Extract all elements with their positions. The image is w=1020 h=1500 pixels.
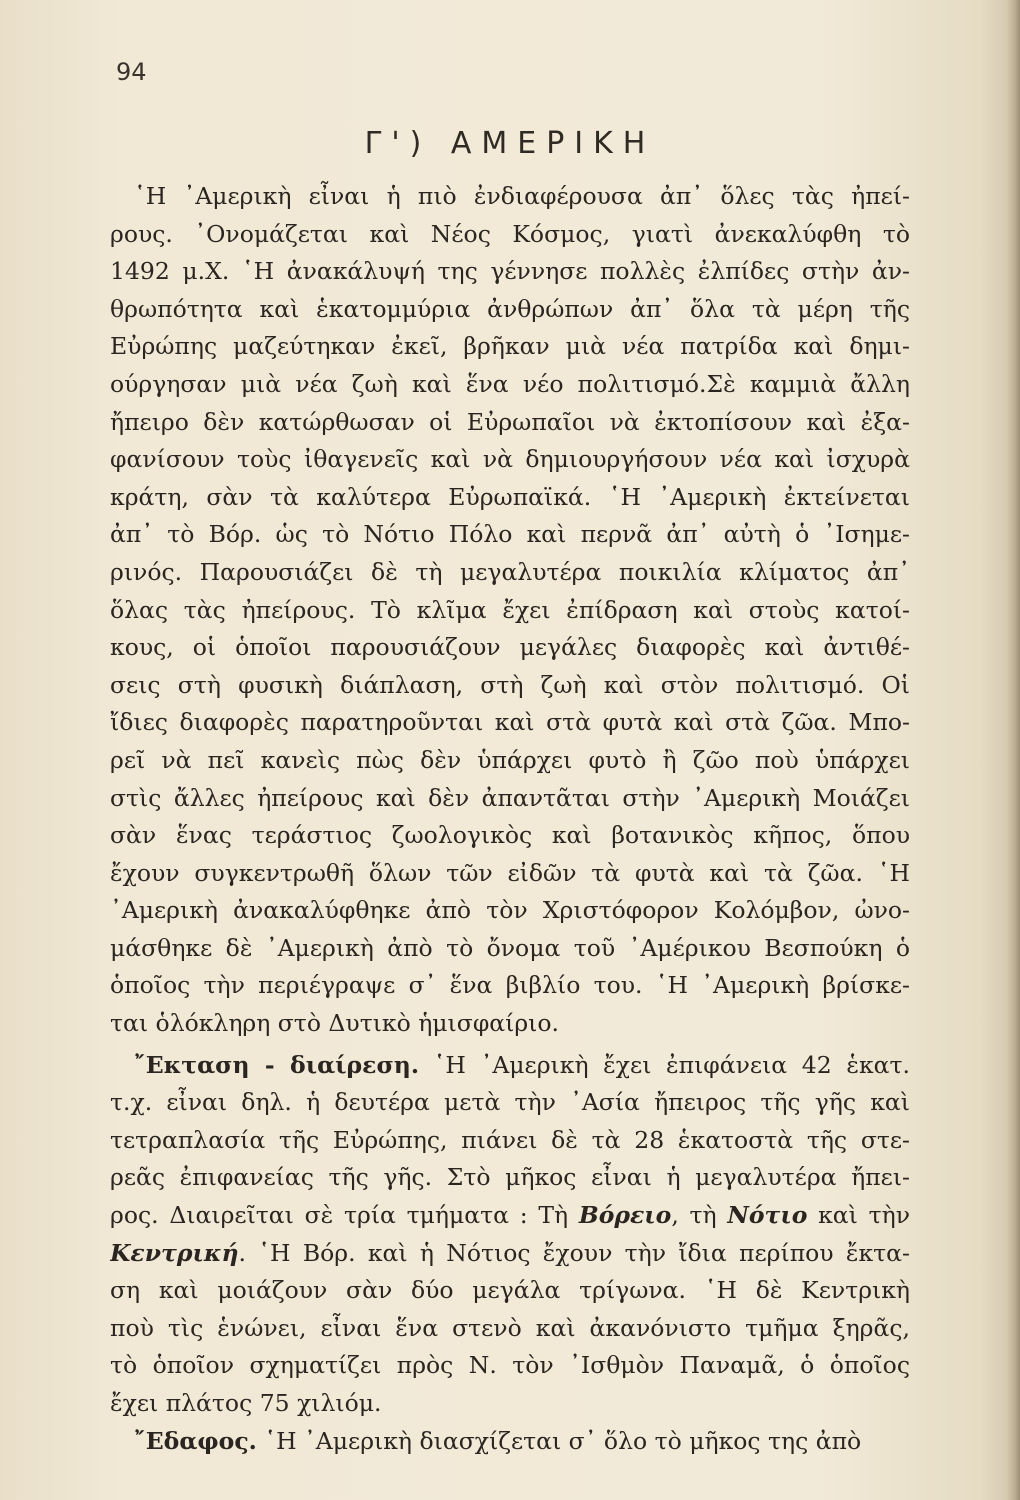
text-line: σὰν ἕνας τεράστιος ζωολογικὸς καὶ βοτανικὸς κῆπος, ὅπου <box>110 821 910 850</box>
text-line: ἔχουν συγκεντρωθῆ ὅλων τῶν εἰδῶν τὰ φυτὰ καὶ τὰ ζῶα. ῾Η <box>110 858 910 887</box>
emphasis-term: Κεντρική <box>110 1238 239 1267</box>
text-line: τὸ ὁποῖον σχηματίζει πρὸς Ν. τὸν ᾿Ισθμὸν Παναμᾶ, ὁ ὁποῖος <box>110 1351 910 1380</box>
text-line: ἴδιες διαφορὲς παρατηροῦνται καὶ στὰ φυτὰ καὶ στὰ ζῶα. Μπο- <box>110 708 910 737</box>
section-heading: ῎Εδαφος. <box>134 1426 257 1455</box>
text-line <box>110 1423 910 1461</box>
text-line: 1492 μ.Χ. ῾Η ἀνακάλυψή της γέννησε πολλὲς ἐλπίδες στὴν ἀν- <box>110 257 910 286</box>
section-ektasi <box>110 1047 910 1423</box>
text-line: μάσθηκε δὲ ᾿Αμερικὴ ἀπὸ τὸ ὄνομα τοῦ ᾿Αμέρικου Βεσπούκη ὁ <box>110 933 910 962</box>
text-run: ῾Η ᾿Αμερικὴ διασχίζεται σ᾿ ὅλο τὸ μῆκος της ἀπὸ <box>256 1426 862 1455</box>
text-line: ὁποῖος τὴν περιέγραψε σ᾿ ἕνα βιβλίο του. ῾Η ᾿Αμερικὴ βρίσκε- <box>110 971 910 1000</box>
page-number: 94 <box>116 58 147 86</box>
chapter-body <box>110 178 910 1460</box>
text-line <box>110 1047 910 1085</box>
text-line: στὶς ἄλλες ἠπείρους καὶ δὲν ἀπαντᾶται στὴν ᾿Αμερικὴ Μοιάζει <box>110 783 910 812</box>
text-line: κράτη, σὰν τὰ καλύτερα Εὐρωπαϊκά. ῾Η ᾿Αμερικὴ ἐκτείνεται <box>110 482 910 511</box>
text-line <box>110 1235 910 1273</box>
text-line: ρεῖ νὰ πεῖ κανεὶς πὼς δὲν ὑπάρχει φυτὸ ἢ ζῶο ποὺ ὑπάρχει <box>110 745 910 774</box>
text-run: ρος. Διαιρεῖται σὲ τρία τμήματα : Τὴ <box>110 1201 579 1230</box>
text-line: φανίσουν τοὺς ἰθαγενεῖς καὶ νὰ δημιουργήσουν νέα καὶ ἰσχυρὰ <box>110 445 910 474</box>
emphasis-term: Βόρειο <box>578 1201 672 1230</box>
section-edafos <box>110 1423 910 1461</box>
emphasis-term: Νότιο <box>727 1201 808 1230</box>
section-lines <box>110 1084 910 1197</box>
text-line: ᾿Αμερικὴ ἀνακαλύφθηκε ἀπὸ τὸν Χριστόφορον Κολόμβον, ὠνο- <box>110 896 910 925</box>
text-line: ούργησαν μιὰ νέα ζωὴ καὶ ἕνα νέο πολιτισμό.Σὲ καμμιὰ ἄλλη <box>110 369 910 398</box>
text-run: καὶ τὴν <box>807 1201 910 1230</box>
text-line: ἤπειρο δὲν κατώρθωσαν οἱ Εὐρωπαῖοι νὰ ἐκτοπίσουν καὶ ἐξα- <box>110 407 910 436</box>
text-line: σεις στὴ φυσικὴ διάπλαση, στὴ ζωὴ καὶ στὸν πολιτισμό. Οἱ <box>110 670 910 699</box>
text-line: ὅλας τὰς ἠπείρους. Τὸ κλῖμα ἔχει ἐπίδραση καὶ στοὺς κατοί- <box>110 595 910 624</box>
text-run: . ῾Η Βόρ. καὶ ἡ Νότιος ἔχουν τὴν ἴδια περίπου ἔκτα- <box>238 1238 910 1267</box>
section-lines <box>110 1272 910 1422</box>
text-run: ῾Η ᾿Αμερικὴ ἔχει ἐπιφάνεια 42 ἑκατ. <box>419 1050 910 1079</box>
text-run: , τὴ <box>671 1201 728 1230</box>
text-line: ἔχει πλάτος 75 χιλιόμ. <box>110 1389 382 1417</box>
text-line: ται ὁλόκληρη στὸ Δυτικὸ ἡμισφαίριο. <box>110 1009 560 1038</box>
page-edge <box>1006 0 1020 1500</box>
text-line: κους, οἱ ὁποῖοι παρουσιάζουν μεγάλες διαφορὲς καὶ ἀντιθέ- <box>110 633 910 662</box>
text-line: ρεᾶς ἐπιφανείας τῆς γῆς. Στὸ μῆκος εἶναι ἡ μεγαλυτέρα ἤπει- <box>110 1163 910 1192</box>
text-line: τ.χ. εἶναι δηλ. ἡ δευτέρα μετὰ τὴν ᾿Ασία ἤπειρος τῆς γῆς καὶ <box>110 1088 910 1117</box>
text-line <box>110 1197 910 1235</box>
text-line: ῾Η ᾿Αμερικὴ εἶναι ἡ πιὸ ἐνδιαφέρουσα ἀπ᾿ ὅλες τὰς ἠπεί- <box>134 182 910 210</box>
text-line: ἀπ᾿ τὸ Βόρ. ὡς τὸ Νότιο Πόλο καὶ περνᾶ ἀπ᾿ αὐτὴ ὁ ᾿Ισημε- <box>110 520 910 549</box>
chapter-title: Γ') ΑΜΕΡΙΚΗ <box>364 126 656 161</box>
text-line: ση καὶ μοιάζουν σὰν δύο μεγάλα τρίγωνα. ῾Η δὲ Κεντρικὴ <box>110 1276 910 1305</box>
text-line: ρινός. Παρουσιάζει δὲ τὴ μεγαλυτέρα ποικιλία κλίματος ἀπ᾿ <box>110 557 910 586</box>
text-line: Εὐρώπης μαζεύτηκαν ἐκεῖ, βρῆκαν μιὰ νέα πατρίδα καὶ δημι- <box>110 332 910 361</box>
text-line: ρους. ᾿Ονομάζεται καὶ Νέος Κόσμος, γιατὶ ἀνεκαλύφθη τὸ <box>110 219 910 248</box>
section-heading: ῎Εκταση - διαίρεση. <box>134 1050 420 1079</box>
intro-paragraph <box>110 178 910 1043</box>
text-line: θρωπότητα καὶ ἑκατομμύρια ἀνθρώπων ἀπ᾿ ὅλα τὰ μέρη τῆς <box>110 294 910 323</box>
text-line: ποὺ τὶς ἑνώνει, εἶναι ἕνα στενὸ καὶ ἀκανόνιστο τμῆμα ξηρᾶς, <box>110 1313 910 1342</box>
text-line: τετραπλασία τῆς Εὐρώπης, πιάνει δὲ τὰ 28 ἑκατοστὰ τῆς στε- <box>110 1125 910 1154</box>
